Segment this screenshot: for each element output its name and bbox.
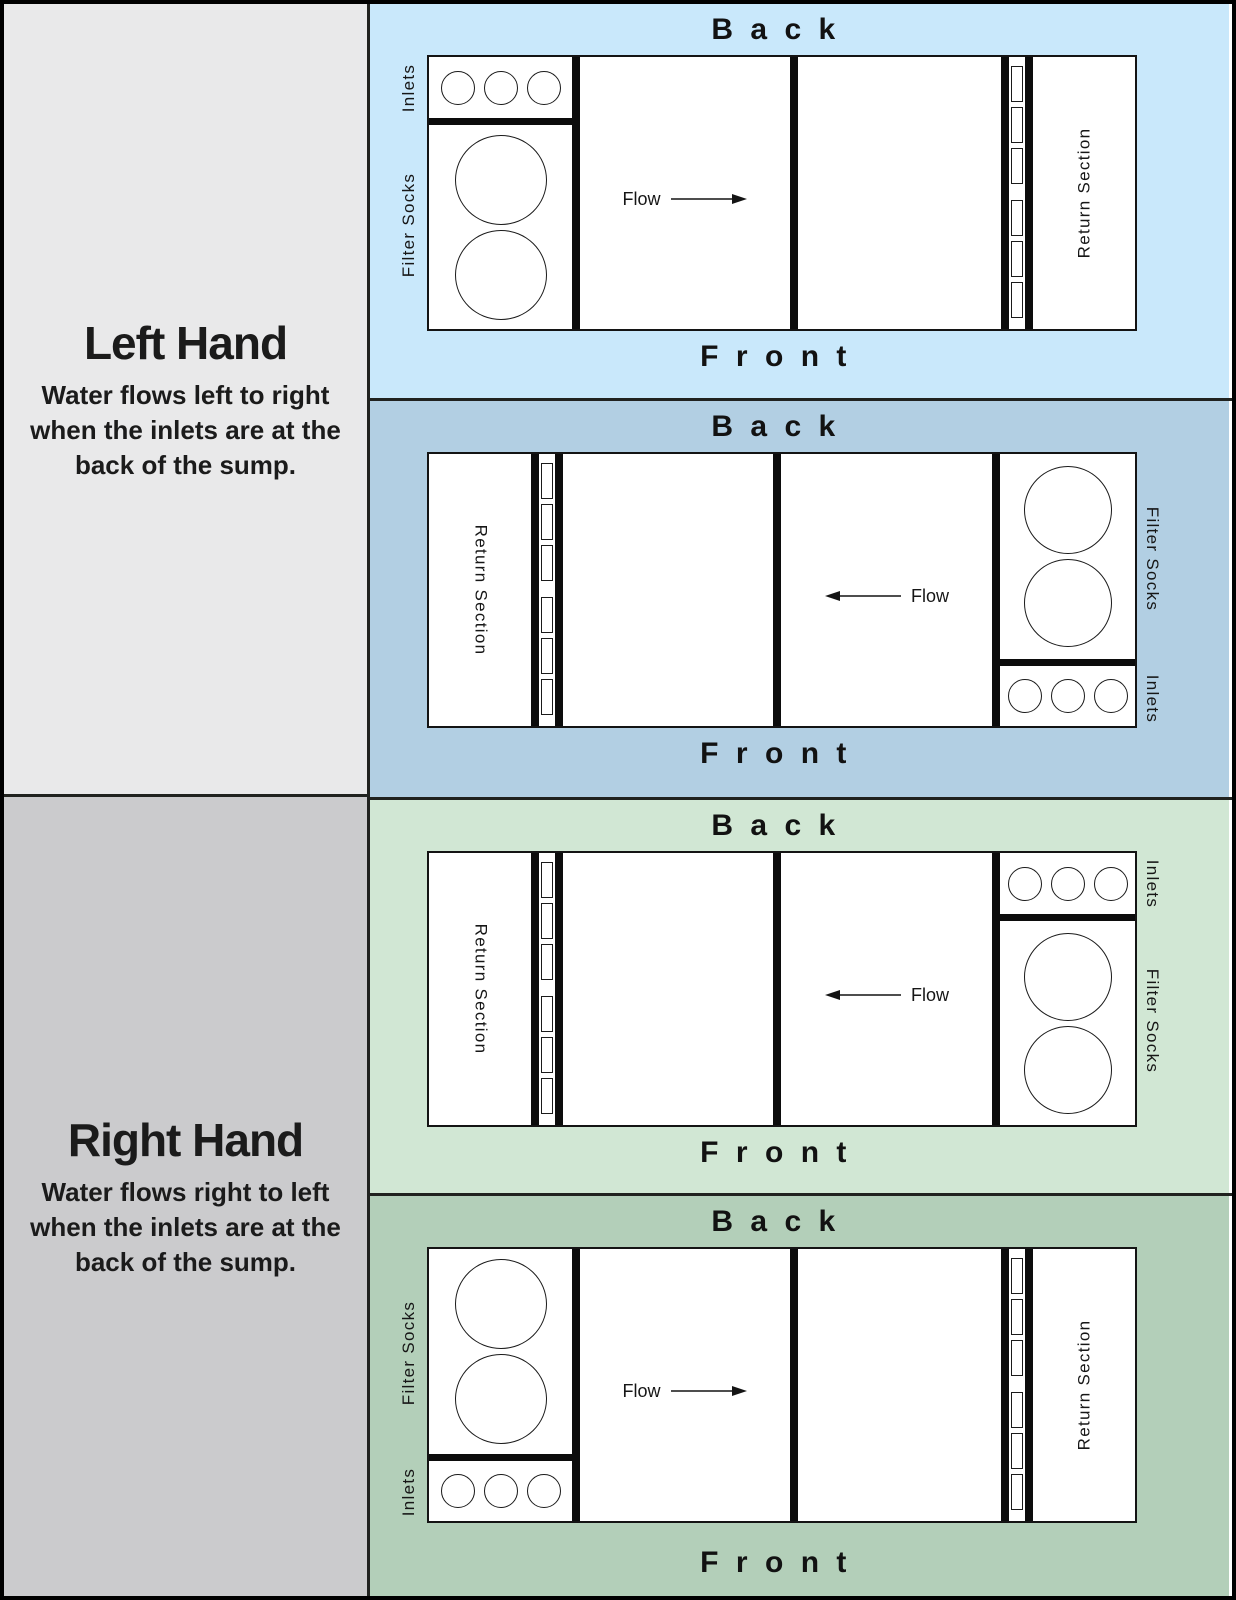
front-label: Front xyxy=(700,1136,864,1169)
baffle-slot xyxy=(1011,66,1023,102)
filter-sock-compartment xyxy=(1000,853,1135,1125)
baffle-plate xyxy=(1001,1249,1009,1521)
inlet-hole-icon xyxy=(527,1474,561,1508)
baffle-slot xyxy=(541,545,553,581)
inlet-hole-icon xyxy=(527,71,561,105)
inlet-box xyxy=(429,1454,572,1521)
sump-chamber xyxy=(781,853,992,1125)
return-section xyxy=(1033,1249,1135,1521)
slotted-baffle xyxy=(1009,57,1025,329)
back-label: Back xyxy=(711,13,853,46)
baffle-slot xyxy=(541,944,553,980)
baffle-plate xyxy=(790,57,798,329)
flow-label: Flow xyxy=(910,585,949,606)
left-hand-description-line: Water flows left to right xyxy=(41,379,330,410)
inlet-hole-icon xyxy=(441,1474,475,1508)
slotted-baffle xyxy=(1009,1249,1025,1521)
sump-chamber xyxy=(580,1249,790,1521)
filter-sock-icon xyxy=(1024,559,1112,647)
sump-chamber xyxy=(563,454,773,726)
panel-right-hand-inlets-front xyxy=(370,1196,1229,1596)
panel-right-hand-inlets-back xyxy=(370,800,1229,1193)
filter-sock-compartment xyxy=(1000,454,1135,726)
diagram-panels xyxy=(370,4,1232,1596)
inlet-hole-icon xyxy=(1008,679,1042,713)
flow-arrow-left-icon xyxy=(824,589,902,603)
return-section-label: Return Section xyxy=(471,524,490,656)
left-hand-title: Left Hand xyxy=(83,316,288,369)
filter-socks-label: Filter Socks xyxy=(1143,506,1162,612)
flow-arrow-left-icon xyxy=(824,988,902,1002)
flow-label: Flow xyxy=(622,188,661,209)
left-hand-description-line: when the inlets are at the xyxy=(30,414,341,445)
return-section-label: Return Section xyxy=(1074,127,1093,259)
baffle-plate xyxy=(572,57,580,329)
inlet-box xyxy=(429,57,572,125)
baffle-plate xyxy=(555,853,563,1125)
filter-sock-icon xyxy=(1024,466,1112,554)
filter-socks-area xyxy=(1000,921,1135,1125)
baffle-slot xyxy=(1011,1340,1023,1376)
baffle-plate xyxy=(773,454,781,726)
right-hand-title: Right Hand xyxy=(67,1114,304,1166)
right-hand-description-line: Water flows right to left xyxy=(41,1177,330,1207)
filter-sock-icon xyxy=(1024,1026,1112,1114)
front-label: Front xyxy=(700,1546,864,1579)
inlet-hole-icon xyxy=(484,71,518,105)
filter-sock-icon xyxy=(455,135,547,225)
flow-indicator xyxy=(622,189,747,210)
baffle-slot xyxy=(541,996,553,1032)
return-section xyxy=(1033,57,1135,329)
sump-chamber xyxy=(798,1249,1001,1521)
filter-sock-icon xyxy=(1024,933,1112,1021)
filter-sock-icon xyxy=(455,1354,547,1444)
inlet-hole-icon xyxy=(441,71,475,105)
right-hand-explainer xyxy=(4,797,367,1596)
filter-socks-area xyxy=(429,1249,572,1454)
right-hand-description-line: back of the sump. xyxy=(74,1247,297,1277)
flow-label: Flow xyxy=(910,984,949,1005)
filter-sock-icon xyxy=(455,1259,547,1349)
filter-socks-area xyxy=(1000,454,1135,659)
sump-chamber xyxy=(563,853,773,1125)
baffle-slot xyxy=(541,504,553,540)
flow-indicator xyxy=(824,985,949,1006)
sump-chamber xyxy=(580,57,790,329)
sump-chamber xyxy=(798,57,1001,329)
back-label: Back xyxy=(711,1205,853,1238)
inlets-label: Inlets xyxy=(1143,859,1162,909)
filter-socks-label: Filter Socks xyxy=(1143,968,1162,1074)
flow-indicator xyxy=(824,586,949,607)
inlet-hole-icon xyxy=(1094,679,1128,713)
filter-sock-icon xyxy=(455,230,547,320)
baffle-slot xyxy=(541,1078,553,1114)
baffle-plate xyxy=(1001,57,1009,329)
baffle-slot xyxy=(1011,107,1023,143)
baffle-plate xyxy=(992,454,1000,726)
back-label: Back xyxy=(711,410,853,443)
filter-socks-label: Filter Socks xyxy=(399,172,418,278)
inlet-hole-icon xyxy=(1051,679,1085,713)
inlets-label: Inlets xyxy=(399,63,418,113)
baffle-slot xyxy=(1011,1433,1023,1469)
baffle-slot xyxy=(1011,1474,1023,1510)
flow-arrow-right-icon xyxy=(670,192,748,206)
panel-left-hand-inlets-front xyxy=(370,401,1229,797)
inlet-hole-icon xyxy=(484,1474,518,1508)
baffle-plate xyxy=(773,853,781,1125)
baffle-slot xyxy=(541,463,553,499)
baffle-slot xyxy=(1011,1392,1023,1428)
sidebar xyxy=(4,4,370,1596)
baffle-plate xyxy=(790,1249,798,1521)
inlet-hole-icon xyxy=(1094,867,1128,901)
baffle-slot xyxy=(1011,282,1023,318)
back-label: Back xyxy=(711,809,853,842)
filter-sock-compartment xyxy=(429,57,572,329)
sump-outline xyxy=(427,55,1137,331)
right-hand-description-line: when the inlets are at the xyxy=(30,1212,341,1242)
return-section xyxy=(429,454,531,726)
baffle-slot xyxy=(541,638,553,674)
left-hand-explainer xyxy=(4,4,367,797)
baffle-slot xyxy=(541,597,553,633)
baffle-plate xyxy=(555,454,563,726)
inlet-box xyxy=(1000,659,1135,726)
panel-left-hand-inlets-back xyxy=(370,4,1229,398)
left-hand-description-line: back of the sump. xyxy=(74,449,297,480)
flow-indicator xyxy=(622,1381,747,1402)
baffle-slot xyxy=(1011,241,1023,277)
return-section-label: Return Section xyxy=(1074,1319,1093,1451)
sump-outline xyxy=(427,851,1137,1127)
sump-outline xyxy=(427,1247,1137,1523)
baffle-plate xyxy=(1025,57,1033,329)
inlets-label: Inlets xyxy=(399,1467,418,1517)
inlet-hole-icon xyxy=(1008,867,1042,901)
filter-socks-area xyxy=(429,125,572,329)
sump-chamber xyxy=(781,454,992,726)
baffle-plate xyxy=(572,1249,580,1521)
baffle-plate xyxy=(531,853,539,1125)
baffle-slot xyxy=(1011,1258,1023,1294)
baffle-slot xyxy=(541,903,553,939)
baffle-plate xyxy=(1025,1249,1033,1521)
front-label: Front xyxy=(700,340,864,373)
filter-socks-label: Filter Socks xyxy=(399,1300,418,1406)
baffle-slot xyxy=(1011,1299,1023,1335)
filter-sock-compartment xyxy=(429,1249,572,1521)
baffle-plate xyxy=(992,853,1000,1125)
return-section xyxy=(429,853,531,1125)
flow-label: Flow xyxy=(622,1380,661,1401)
baffle-slot xyxy=(541,862,553,898)
baffle-slot xyxy=(1011,200,1023,236)
baffle-slot xyxy=(541,679,553,715)
front-label: Front xyxy=(700,737,864,770)
flow-arrow-right-icon xyxy=(670,1384,748,1398)
sump-outline xyxy=(427,452,1137,728)
slotted-baffle xyxy=(539,853,555,1125)
return-section-label: Return Section xyxy=(471,923,490,1055)
slotted-baffle xyxy=(539,454,555,726)
inlets-label: Inlets xyxy=(1143,674,1162,724)
baffle-plate xyxy=(531,454,539,726)
baffle-slot xyxy=(1011,148,1023,184)
inlet-box xyxy=(1000,853,1135,921)
baffle-slot xyxy=(541,1037,553,1073)
inlet-hole-icon xyxy=(1051,867,1085,901)
